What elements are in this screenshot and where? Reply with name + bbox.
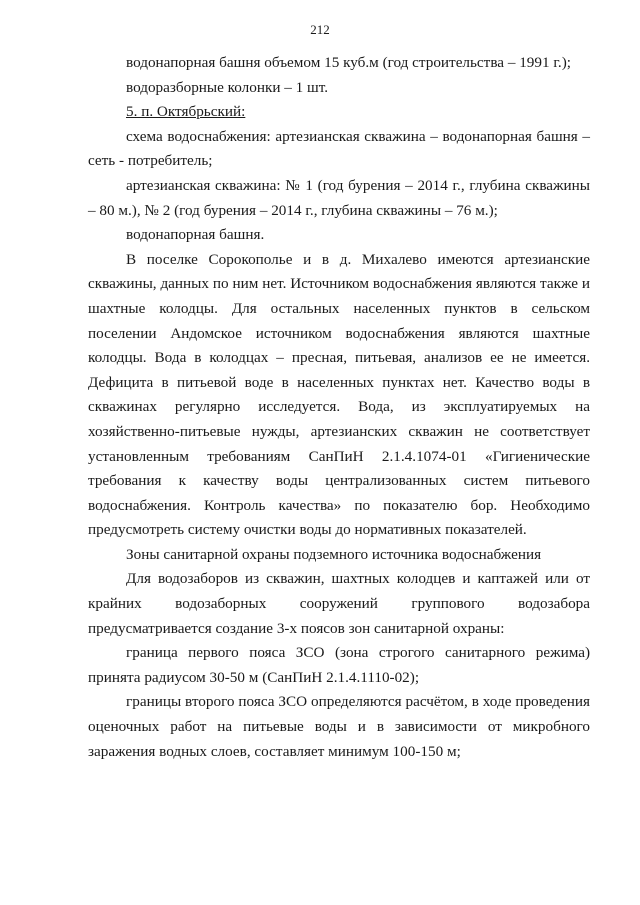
body-text — [88, 51, 590, 764]
paragraph-second-zone: границы второго пояса ЗСО определяются расчётом, в ходе проведения оценочных работ на питьевые воды и в зависимости от микробного заражения водных слоев, составляет минимум 100-150 м; — [88, 693, 590, 760]
paragraph-first-zone: граница первого пояса ЗСО (зона строгого санитарного режима) принята радиусом 30-50 м (СанПиН 2.1.4.1110-02); — [88, 644, 590, 686]
paragraph-water-tower: водонапорная башня объемом 15 куб.м (год строительства – 1991 г.); — [126, 54, 571, 71]
paragraph-water-tower-2: водонапорная башня. — [126, 226, 265, 244]
subheading-sanitary-zones: Зоны санитарной охраны подземного источника водоснабжения — [126, 545, 542, 563]
paragraph-three-zones: Для водозаборов из скважин, шахтных колодцев и каптажей или от крайних водозаборных сооружений группового водозабора предусматривается создание 3-х поясов зон санитарной охраны: — [88, 570, 590, 637]
paragraph-supply-scheme: схема водоснабжения: артезианская скважина – водонапорная башня – сеть - потребитель; — [88, 127, 590, 170]
page-number: 212 — [310, 22, 330, 37]
paragraph-artesian-wells: артезианская скважина: № 1 (год бурения – 2014 г., глубина скважины – 80 м.), № 2 (год бурения – 2014 г., глубина скважины – 76 м.); — [88, 176, 590, 219]
section-heading-oktyabrsky — [88, 100, 590, 125]
paragraph-water-columns: водоразборные колонки – 1 шт. — [126, 78, 329, 96]
section-heading-label: 5. п. Октябрьский: — [126, 103, 246, 121]
paragraph-water-quality: В поселке Сорокополье и в д. Михалево имеются артезианские скважины, данных по ним нет. Источником водоснабжения являются также и шахтные колодцы. Для остальных населенных пунктов в сельском поселении Андомское источником водоснабжения являются шахтные колодцы. Вода в колодцах – пресная, питьевая, анализов ее не имеется. Дефицита в питьевой воде в населенных пунктах нет. Качество воды в скважинах регулярно исследуется. Вода, из эксплуатируемых на хозяйственно-питьевые нужды, артезианских скважин не соответствует установленным требованиям СанПиН 2.1.4.1074-01 «Гигиенические требования к качеству воды централизованных систем питьевого водоснабжения. Контроль качества» по показателю бор. Необходимо предусмотреть систему очистки воды до нормативных показателей. — [88, 250, 590, 539]
